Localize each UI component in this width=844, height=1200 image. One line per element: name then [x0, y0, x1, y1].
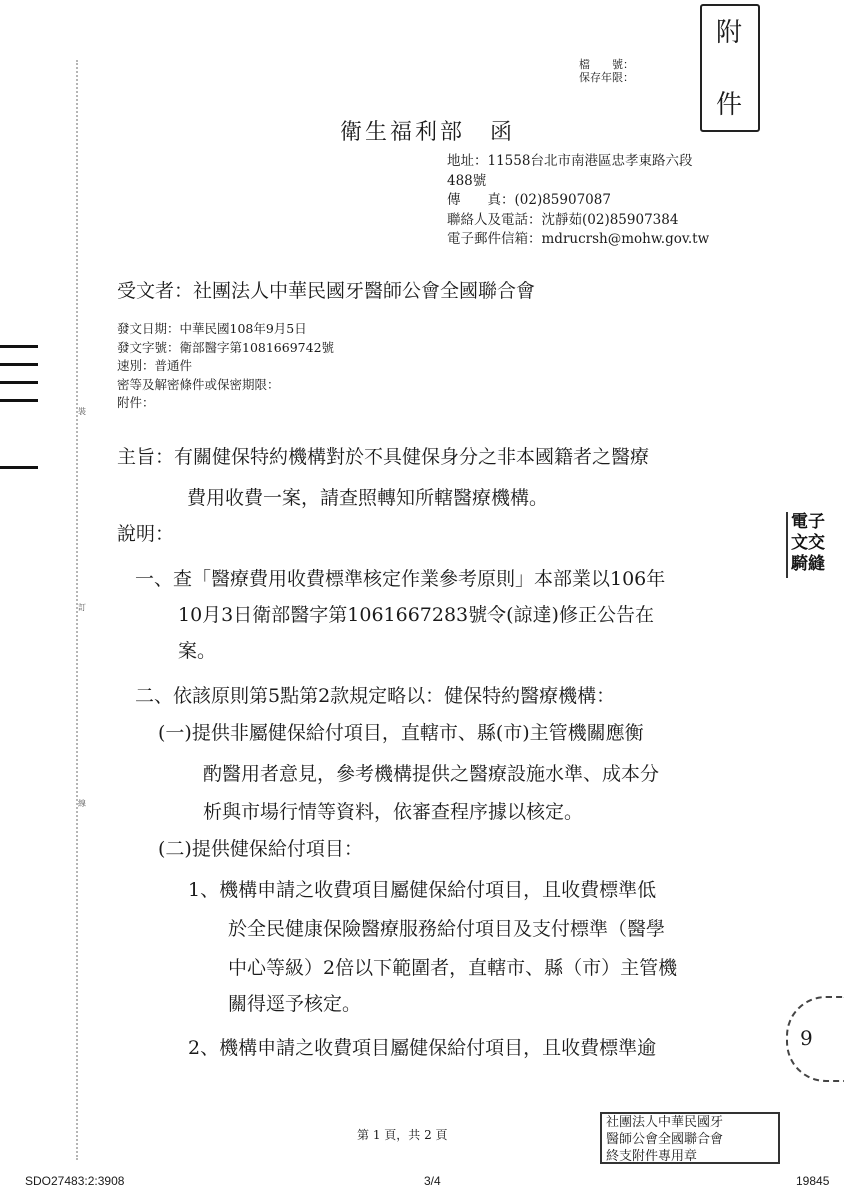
document-meta [117, 320, 334, 413]
point-line: 於全民健康保險醫療服務給付項目及支付標準（醫學 [228, 918, 666, 940]
footer-code: 19845 [796, 1174, 830, 1188]
e-stamp-line: 電子 [791, 512, 825, 532]
page-number: 第 1 頁，共 2 頁 [357, 1128, 448, 1142]
margin-mark: 訂 [78, 603, 86, 612]
point-line: 中心等級）2倍以下範圍者，直轄市、縣（市）主管機 [228, 957, 678, 979]
email-line: 電子郵件信箱：mdrucrsh@mohw.gov.tw [447, 231, 710, 247]
archive-info [579, 58, 634, 84]
document-title: 衛生福利部 函 [340, 120, 516, 145]
item-line: 一、查「醫療費用收費標準核定作業參考原則」本部業以106年 [135, 568, 666, 590]
recipient: 受文者：社團法人中華民國牙醫師公會全國聯合會 [117, 280, 536, 302]
punch-line [0, 345, 38, 348]
retention-label: 保存年限： [579, 71, 634, 84]
sub-item-line: (二)提供健保給付項目： [158, 838, 363, 860]
e-stamp-line: 文交 [791, 533, 825, 553]
contact-block [447, 152, 709, 250]
subject-line: 主旨：有關健保特約機構對於不具健保身分之非本國籍者之醫療 [117, 446, 650, 468]
point-line: 2、機構申請之收費項目屬健保給付項目，且收費標準逾 [188, 1037, 657, 1059]
seal-stamp-text: 9 [800, 1026, 813, 1050]
sub-item-line: 酌醫用者意見，參考機構提供之醫療設施水準、成本分 [203, 763, 660, 785]
punch-line [0, 399, 38, 402]
electronic-doc-stamp [786, 512, 844, 578]
punch-line [0, 363, 38, 366]
seal-stamp [786, 996, 844, 1082]
item-line: 二、依該原則第5點第2款規定略以：健保特約醫療機構： [135, 685, 616, 707]
attachment-stamp-char2: 件 [716, 90, 743, 120]
attachment-stamp-char1: 附 [716, 18, 743, 48]
point-line: 1、機構申請之收費項目屬健保給付項目，且收費標準低 [188, 879, 657, 901]
document-number: 發文字號：衛部醫字第1081669742號 [117, 339, 335, 355]
margin-mark: 裝 [78, 407, 86, 416]
sub-item-line: (一)提供非屬健保給付項目，直轄市、縣(市)主管機關應衡 [158, 722, 644, 744]
item-line: 案。 [178, 640, 217, 662]
secrecy-level: 密等及解密條件或保密期限： [117, 376, 280, 392]
org-stamp-line: 醫師公會全國聯合會 [606, 1132, 724, 1147]
org-stamp-line: 社團法人中華民國牙 [606, 1115, 724, 1130]
attachment-label: 附件： [117, 395, 155, 410]
punch-line [0, 466, 38, 469]
punch-line [0, 381, 38, 384]
attachment-stamp [700, 4, 760, 132]
address-line: 488號 [447, 172, 487, 189]
issue-date: 發文日期：中華民國108年9月5日 [117, 321, 307, 336]
explanation-label: 說明： [117, 523, 175, 545]
fax-line: 傳 真：(02)85907087 [447, 192, 611, 208]
footer-doc-id: SDO27483:2:3908 [25, 1174, 125, 1188]
margin-mark: 線 [78, 799, 86, 808]
org-stamp-line: 終支附件專用章 [606, 1149, 698, 1164]
point-line: 關得逕予核定。 [228, 993, 362, 1015]
organization-stamp [600, 1112, 780, 1164]
address-line: 地址：11558台北市南港區忠孝東路六段 [447, 153, 693, 169]
footer-page: 3/4 [424, 1174, 441, 1188]
sub-item-line: 析與市場行情等資料，依審查程序據以核定。 [203, 801, 584, 823]
file-number-label: 檔 號： [579, 58, 634, 71]
delivery-speed: 速別：普通件 [117, 358, 193, 373]
item-line: 10月3日衛部醫字第1061667283號令(諒達)修正公告在 [178, 604, 654, 626]
subject-line: 費用收費一案，請查照轉知所轄醫療機構。 [187, 487, 549, 509]
contact-person-line: 聯絡人及電話：沈靜茹(02)85907384 [447, 211, 679, 228]
e-stamp-line: 騎縫 [791, 554, 825, 574]
